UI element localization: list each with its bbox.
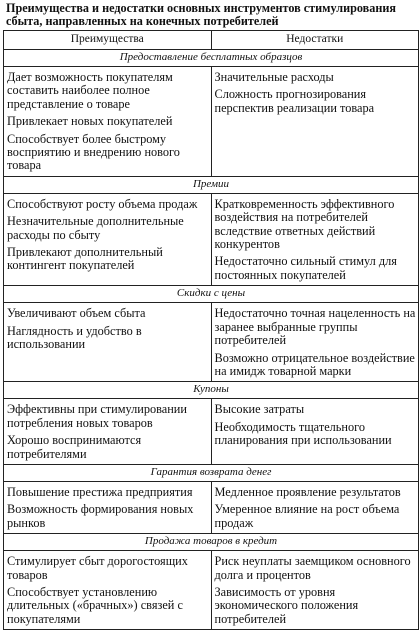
section-header-row (4, 464, 419, 481)
section-title: Продажа товаров в кредит (4, 534, 419, 551)
disadvantage-item: Возможно отрицательное воздействие на имидж товарной марки (214, 350, 415, 378)
document-title: Преимущества и недостатки основных инструментов стимулирования сбыта, направленных на конечных потребителей (6, 1, 396, 28)
disadvantage-item: Высокие затраты (214, 402, 305, 417)
advantages-cell (4, 481, 212, 533)
advantage-item: Возможность формирования новых рынков (7, 502, 194, 530)
section-content-row (4, 193, 419, 285)
column-header-advantages: Преимущества (4, 31, 212, 50)
advantage-item: Привлекают дополнительный контингент покупателей (7, 245, 163, 273)
section-content-row (4, 67, 419, 177)
section-header-row (4, 534, 419, 551)
advantage-item: Способствует более быстрому восприятию и внедрению нового товара (7, 131, 180, 173)
disadvantage-item: Риск неуплаты заемщиком основного долга и процентов (214, 554, 411, 582)
section-title: Купоны (4, 382, 419, 399)
advantages-cell (4, 193, 212, 285)
section-title: Скидки с цены (4, 286, 419, 303)
disadvantages-cell (211, 481, 419, 533)
section-header-row (4, 50, 419, 67)
advantage-item: Эффективны при стимулировании потребления новых товаров (7, 402, 187, 430)
section-header-row (4, 176, 419, 193)
advantage-item: Привлекает новых покупателей (7, 114, 173, 129)
section-title: Гарантия возврата денег (4, 464, 419, 481)
disadvantages-cell (211, 193, 419, 285)
column-header-row (4, 31, 419, 50)
disadvantage-item: Кратковременность эффективного воздействия на потребителей вследствие ответных действий конкурентов (214, 196, 395, 252)
advantages-cell (4, 67, 212, 177)
section-content-row (4, 399, 419, 465)
disadvantage-item: Недостаточно сильный стимул для постоянных покупателей (214, 254, 397, 282)
advantage-item: Наглядность и удобство в использовании (7, 323, 142, 352)
disadvantages-cell (211, 67, 419, 177)
disadvantages-cell (211, 551, 419, 630)
disadvantage-item: Сложность прогнозирования перспектив реализации товара (214, 87, 375, 115)
advantage-item: Стимулирует сбыт дорогостоящих товаров (7, 554, 188, 582)
advantage-item: Хорошо воспринимаются потребителями (7, 433, 142, 461)
section-header-row (4, 382, 419, 399)
disadvantage-item: Умеренное влияние на рост объема продаж (214, 502, 400, 530)
advantage-item: Незначительные дополнительные расходы по сбыту (7, 214, 184, 242)
disadvantages-cell (211, 303, 419, 382)
disadvantage-item: Недостаточно точная нацеленность на заранее выбранные группы потребителей (214, 306, 416, 348)
advantage-item: Дает возможность покупателям составить наиболее полное представление о товаре (7, 70, 173, 111)
advantage-item: Способствует установлению длительных («брачных») связей с покупателями (7, 584, 183, 626)
section-content-row (4, 551, 419, 630)
advantage-item: Способствуют росту объема продаж (7, 196, 198, 211)
section-content-row (4, 303, 419, 382)
disadvantage-item: Значительные расходы (214, 70, 334, 84)
disadvantage-item: Необходимость тщательного планирования при использовании (214, 419, 392, 448)
comparison-table (3, 30, 419, 630)
disadvantages-cell (211, 399, 419, 465)
disadvantage-item: Медленное проявление результатов (214, 484, 401, 499)
section-header-row (4, 286, 419, 303)
advantage-item: Повышение престижа предприятия (7, 484, 193, 499)
advantages-cell (4, 399, 212, 465)
advantages-cell (4, 551, 212, 630)
section-content-row (4, 481, 419, 533)
disadvantage-item: Зависимость от уровня экономического положения потребителей (214, 584, 359, 626)
section-title: Предоставление бесплатных образцов (4, 50, 419, 67)
advantage-item: Увеличивают объем сбыта (7, 306, 146, 321)
section-title: Премии (4, 176, 419, 193)
advantages-cell (4, 303, 212, 382)
column-header-disadvantages: Недостатки (211, 31, 419, 50)
